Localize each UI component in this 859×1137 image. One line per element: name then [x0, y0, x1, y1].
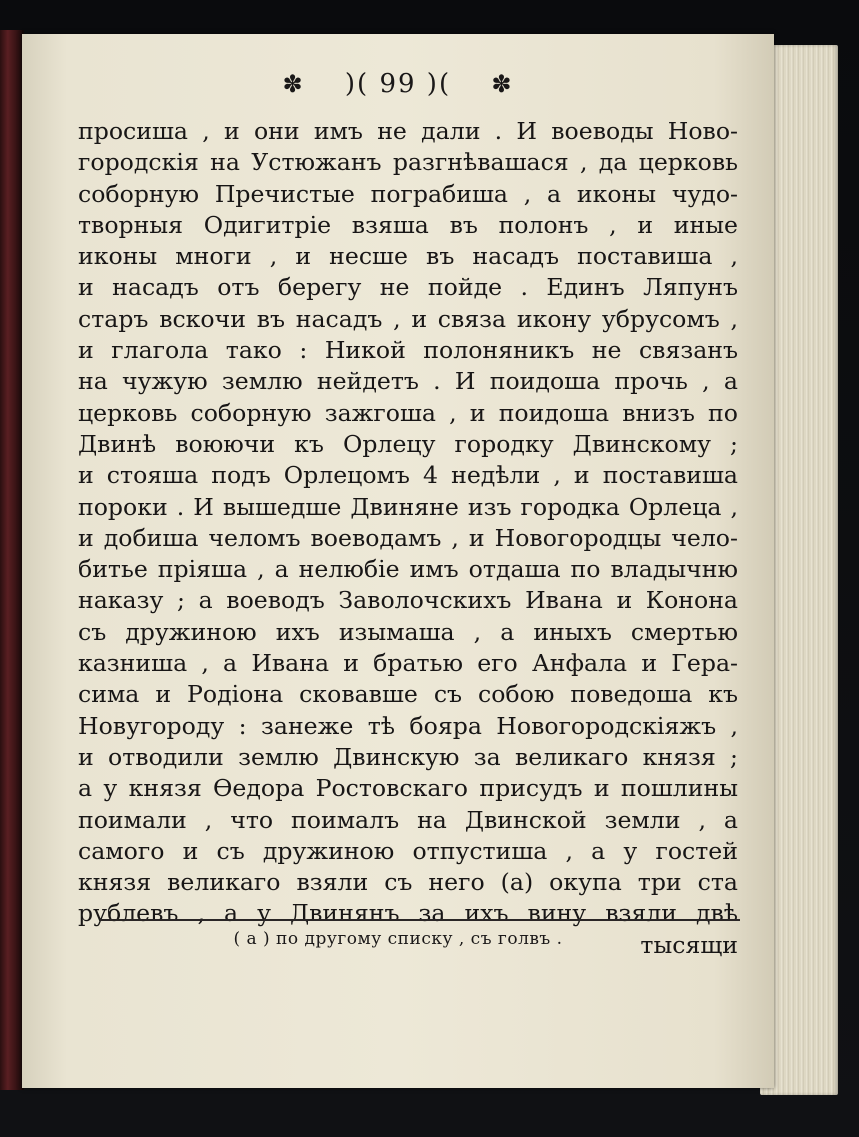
text-line: Новугороду : занеже тѣ бояра Новогородскіяжъ , [78, 711, 738, 740]
text-line: сима и Родіона сковавше съ собою поведоша къ [78, 680, 738, 709]
text-line: Двинѣ воюючи къ Орлецу городку Двинскому ; [78, 429, 738, 458]
text-line: казниша , а Ивана и братью его Анфала и Гера- [78, 649, 738, 678]
right-ornament-icon: ✽ [491, 70, 514, 98]
text-line: наказу ; а воеводъ Заволочскихъ Ивана и Конона [78, 586, 738, 615]
book-page [22, 34, 774, 1088]
text-line: и глагола тако : Никой полоняникъ не связанъ [78, 336, 738, 365]
text-line: старъ вскочи въ насадъ , и связа икону убрусомъ , [78, 304, 738, 333]
text-line: самого и съ дружиною отпустиша , а у гостей [78, 836, 738, 865]
main-text [78, 116, 738, 961]
text-line: битье пріяша , а нелюбіе имъ отдаша по владычню [78, 555, 738, 584]
page-header [22, 68, 774, 99]
text-line: рублевъ , а у Двинянъ за ихъ вину взяли двѣ [78, 899, 738, 928]
footnote-divider [100, 919, 740, 921]
text-line: и стояша подъ Орлецомъ 4 недѣли , и поставиша [78, 461, 738, 490]
book-cover-edge [0, 30, 24, 1090]
text-line: соборную Пречистые пограбиша , а иконы чудо- [78, 179, 738, 208]
text-line: поимали , что поималъ на Двинской земли , а [78, 805, 738, 834]
text-line: на чужую землю нейдетъ . И поидоша прочь , а [78, 367, 738, 396]
text-line: иконы многи , и несше въ насадъ поставиша , [78, 242, 738, 271]
text-line: пороки . И вышедше Двиняне изъ городка Орлеца , [78, 492, 738, 521]
text-line: городскія на Устюжанъ разгнѣвашася , да церковь [78, 148, 738, 177]
page-number: )( 99 )( [344, 69, 452, 99]
catchword: тысящи [640, 930, 738, 959]
text-line: просиша , и они имъ не дали . И воеводы Ново- [78, 117, 738, 145]
text-line: князя великаго взяли съ него (а) окупа три ста [78, 868, 738, 897]
footnote: ( а ) по другому списку , съ голвъ . [233, 929, 563, 949]
text-line: съ дружиною ихъ изымаша , а иныхъ смертью [78, 617, 738, 646]
text-line: и отводили землю Двинскую за великаго князя ; [78, 742, 738, 771]
text-line: церковь соборную зажгоша , и поидоша внизъ по [78, 398, 738, 427]
text-line: и насадъ отъ берегу не пойде . Единъ Ляпунъ [78, 273, 738, 302]
text-line: творныя Одигитріе взяша въ полонъ , и иные [78, 210, 738, 239]
left-ornament-icon: ✽ [282, 70, 305, 98]
text-line: и добиша челомъ воеводамъ , и Новогородцы чело- [78, 523, 738, 552]
text-line: а у князя Ѳедора Ростовскаго присудъ и пошлины [78, 774, 738, 803]
